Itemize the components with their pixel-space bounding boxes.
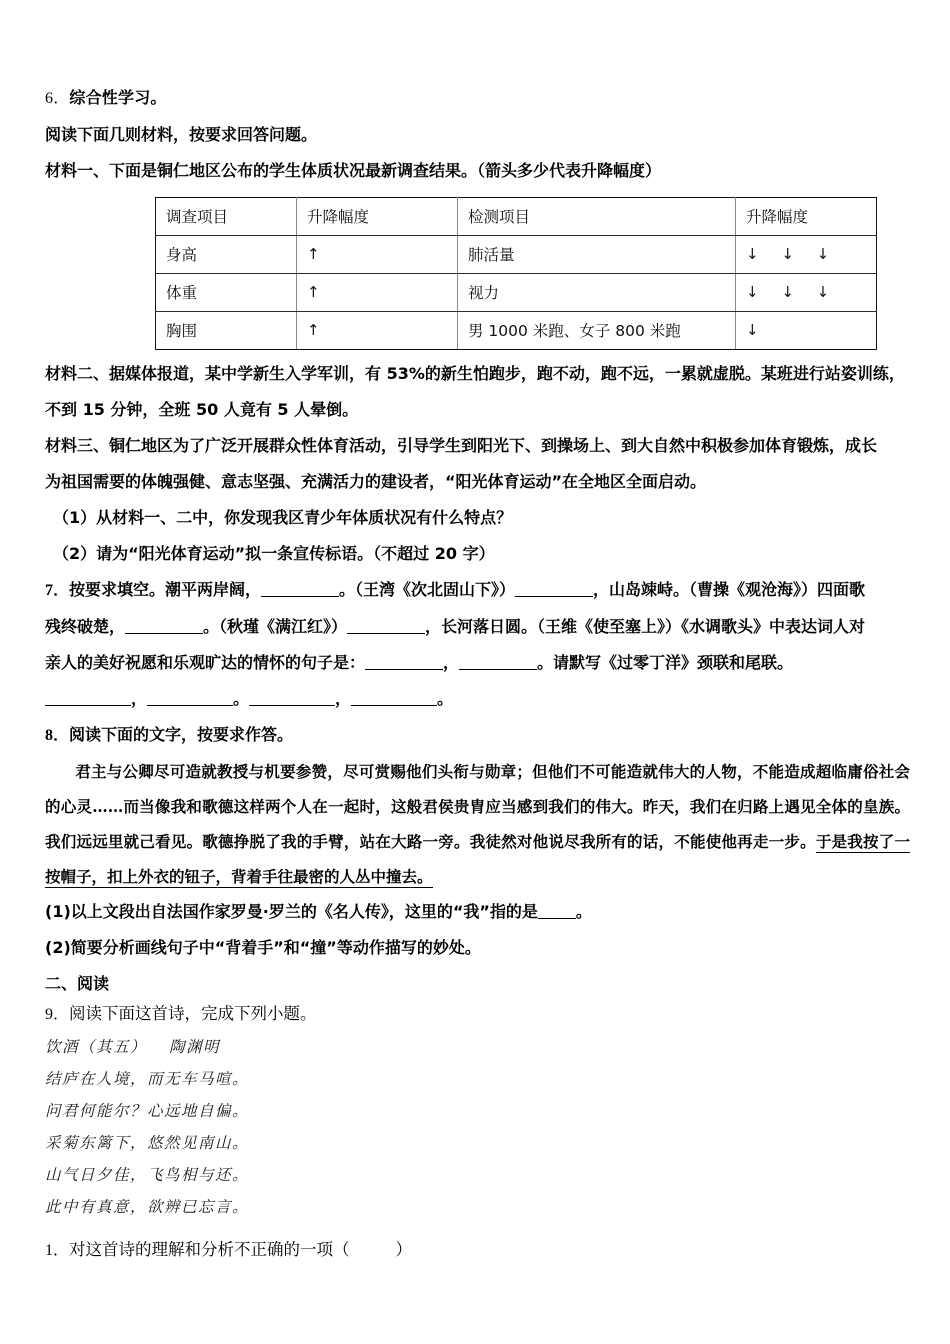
question-8-sub-2: (2)简要分析画线句子中“背着手”和“撞”等动作描写的妙处。: [45, 938, 481, 957]
question-9-instruction: 阅读下面这首诗，完成下列小题。: [69, 1004, 317, 1023]
question-9-sub-1: [45, 1233, 910, 1268]
question-7-text-3c: 。请默写《过零丁洋》颈联和尾联。: [537, 653, 794, 672]
poem-line: 结庐在人境，而无车马喧。: [45, 1070, 250, 1088]
material-two-line-1: 材料二、据媒体报道，某中学新生入学军训，有 53%的新生怕跑步，跑不动，跑不远，一累就虚脱。某班进行站姿训练，: [45, 364, 905, 383]
question-9-sub-number: 1．: [45, 1242, 70, 1259]
question-9-sub-text-a: 对这首诗的理解和分析不正确的一项（: [69, 1240, 350, 1259]
poem-line: 采菊东篱下，悠然见南山。: [45, 1134, 250, 1152]
change-arrow-down-triple: ↓ ↓ ↓: [736, 274, 877, 312]
page-content: [45, 80, 910, 1268]
change-arrow-up: ↑: [297, 236, 458, 274]
fill-blank[interactable]: [538, 903, 576, 919]
poem-title: 饮酒（其五）: [45, 1038, 148, 1056]
survey-item-weight: 体重: [156, 274, 297, 312]
fill-blank[interactable]: [365, 654, 443, 670]
question-7-text-2b: 。（秋瑾《满江红》）: [203, 617, 348, 636]
fill-blank[interactable]: [347, 618, 425, 634]
poem-line: 问君何能尔？心远地自偏。: [45, 1102, 250, 1120]
question-7-text-3a: 亲人的美好祝愿和乐观旷达的情怀的句子是：: [45, 653, 366, 672]
question-7-line-3: [45, 645, 910, 681]
question-7-text-1a: 按要求填空。潮平两岸阔，: [69, 580, 262, 599]
survey-item-chest: 胸围: [156, 312, 297, 350]
change-arrow-down-triple: ↓ ↓ ↓: [736, 236, 877, 274]
material-two-line-2: 不到 15 分钟，全班 50 人竟有 5 人晕倒。: [45, 400, 359, 419]
test-item-vision: 视力: [458, 274, 736, 312]
poem-line: 山气日夕佳，飞鸟相与还。: [45, 1166, 250, 1184]
question-6-number: 6．: [45, 90, 70, 107]
question-8-sub-1: [45, 894, 910, 930]
question-8-excerpt: [45, 754, 910, 894]
fill-blank[interactable]: [515, 581, 593, 597]
table-row: [156, 312, 877, 350]
fill-blank[interactable]: [459, 654, 537, 670]
change-arrow-up: ↑: [297, 274, 458, 312]
fill-blank[interactable]: [147, 690, 233, 706]
question-6-heading: [45, 80, 910, 117]
q7-sep-comma-2: ，: [335, 689, 352, 708]
excerpt-body: 君主与公卿尽可造就教授与机要参赞，尽可赏赐他们头衔与勋章；但他们不可能造就伟大的人物，不能造成超临庸俗社会的心灵……而当像我和歌德这样两个人在一起时，这般君侯贵胄应当感到我们的伟大。昨天，我们在归路上遇见全体的皇族。我们远远里就己看见。歌德挣脱了我的手臂，站在大路一旁。我徒然对他说尽我所有的话，不能使他再走一步。: [45, 762, 910, 851]
poem-author: 陶渊明: [169, 1038, 221, 1056]
table-header-change-1: 升降幅度: [297, 198, 458, 236]
test-item-running: 男 1000 米跑、女子 800 米跑: [458, 312, 736, 350]
fill-blank[interactable]: [125, 618, 203, 634]
material-one-intro: 材料一、下面是铜仁地区公布的学生体质状况最新调查结果。（箭头多少代表升降幅度）: [45, 161, 662, 180]
table-header-survey-item: 调查项目: [156, 198, 297, 236]
question-6-sub-2: （2）请为“阳光体育运动”拟一条宣传标语。（不超过 20 字）: [53, 544, 495, 563]
question-7-line-1: [45, 572, 910, 609]
table-row: [156, 274, 877, 312]
question-7-text-1b: 。（王湾《次北固山下》）: [339, 580, 516, 599]
fill-blank[interactable]: [249, 690, 335, 706]
excerpt-underlined-sentence: 于是我按了一按帽子，扣上外衣的钮子，背着手往最密的人丛中撞去。: [45, 832, 910, 886]
question-8-title: 阅读下面的文字，按要求作答。: [69, 725, 294, 744]
fill-blank[interactable]: [45, 690, 131, 706]
material-three-line-2: 为祖国需要的体魄强健、意志坚强、充满活力的建设者，“阳光体育运动”在全地区全面启动。: [45, 472, 707, 491]
q7-sep-period-1: 。: [233, 689, 250, 708]
poem-header: [45, 1031, 910, 1063]
q7-sep-period-2: 。: [437, 689, 454, 708]
table-header-row: [156, 198, 877, 236]
question-6-sub-1: （1）从材料一、二中，你发现我区青少年体质状况有什么特点？: [53, 508, 513, 527]
question-7-text-1c: ，山岛竦峙。（曹操《观沧海》）四面歌: [593, 580, 866, 599]
material-three-line-1: 材料三、铜仁地区为了广泛开展群众性体育活动，引导学生到阳光下、到操场上、到大自然中积极参加体育锻炼，成长: [45, 436, 878, 455]
question-7-text-2a: 残终破楚，: [45, 617, 126, 636]
question-6-title: 综合性学习。: [69, 88, 167, 107]
question-8-sub-1-text-b: 。: [575, 902, 592, 921]
question-7-number: 7．: [45, 582, 70, 599]
question-6-instruction: 阅读下面几则材料，按要求回答问题。: [45, 125, 318, 144]
poem-line: 此中有真意，欲辨已忘言。: [45, 1198, 250, 1216]
question-8-sub-1-text-a: (1)以上文段出自法国作家罗曼·罗兰的《名人传》，这里的“我”指的是: [45, 902, 538, 921]
question-8-heading: [45, 717, 910, 754]
q7-sep-comma-1: ，: [131, 689, 148, 708]
survey-table-wrapper: [155, 197, 839, 350]
table-header-test-item: 检测项目: [458, 198, 736, 236]
question-7-text-2c: ，长河落日圆。（王维《使至塞上》）《水调歌头》中表达词人对: [425, 617, 866, 636]
question-7-text-3b: ，: [443, 653, 460, 672]
question-8-number: 8．: [45, 727, 70, 744]
section-two-heading: 二、阅读: [45, 974, 110, 993]
question-9-sub-text-b: ）: [395, 1240, 413, 1259]
survey-table: [155, 197, 877, 350]
change-arrow-up: ↑: [297, 312, 458, 350]
question-7-line-4: [45, 681, 910, 717]
poem-block: [45, 1031, 910, 1223]
question-9-number: 9．: [45, 1006, 70, 1023]
question-9-heading: [45, 998, 910, 1031]
fill-blank[interactable]: [351, 690, 437, 706]
table-row: [156, 236, 877, 274]
table-header-change-2: 升降幅度: [736, 198, 877, 236]
survey-item-height: 身高: [156, 236, 297, 274]
fill-blank[interactable]: [261, 581, 339, 597]
change-arrow-down-single: ↓: [736, 312, 877, 350]
question-7-line-2: [45, 609, 910, 645]
test-item-lung-capacity: 肺活量: [458, 236, 736, 274]
